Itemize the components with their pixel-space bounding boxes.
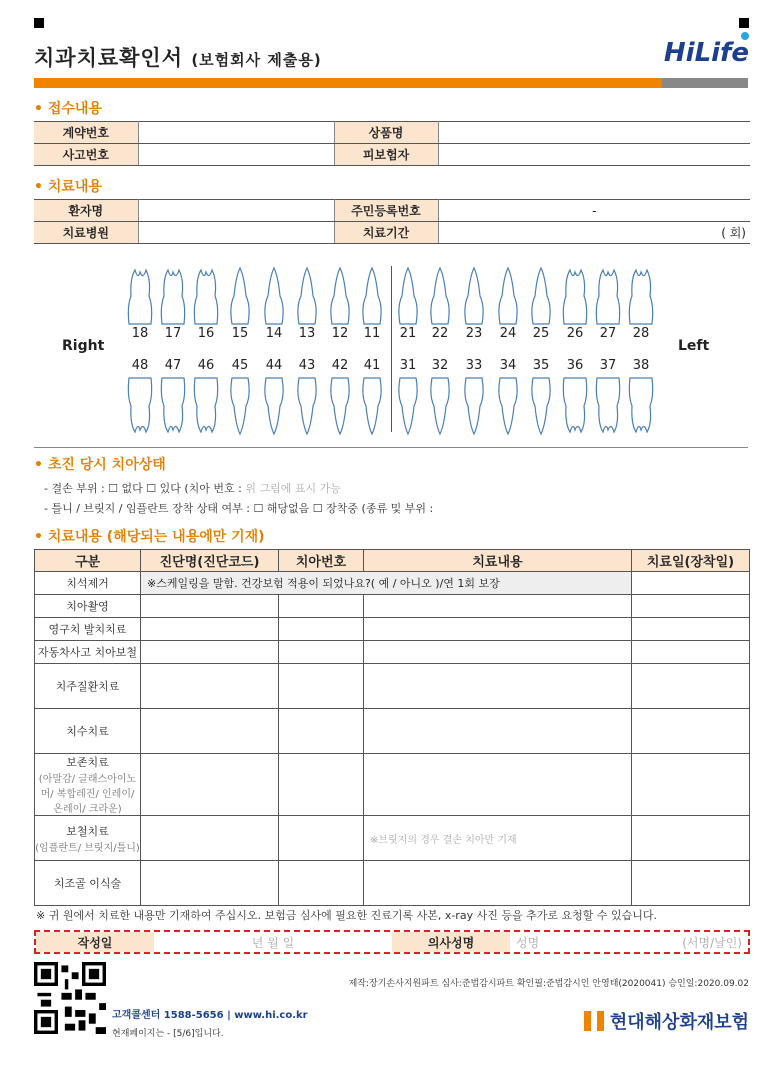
tooth-number: 31 xyxy=(399,358,417,373)
cell[interactable] xyxy=(141,641,279,664)
tooth-number: 35 xyxy=(532,358,550,373)
col-date: 치료일(장착일) xyxy=(632,550,750,572)
registration-mark xyxy=(34,18,44,28)
date-label: 작성일 xyxy=(36,932,154,952)
tooth-number: 32 xyxy=(431,358,449,373)
tooth-icon[interactable] xyxy=(627,266,655,326)
tooth-icon[interactable] xyxy=(326,266,354,326)
tooth-icon[interactable] xyxy=(293,376,321,436)
tooth-icon[interactable] xyxy=(460,376,488,436)
tooth-number: 14 xyxy=(265,326,283,341)
cell[interactable] xyxy=(141,709,279,754)
contract-no-label: 계약번호 xyxy=(34,122,138,144)
col-tooth-no: 치아번호 xyxy=(279,550,364,572)
header-bar xyxy=(34,78,748,88)
rrn-label: 주민등록번호 xyxy=(334,200,438,222)
cell[interactable] xyxy=(364,754,632,816)
cell[interactable] xyxy=(279,754,364,816)
tooth-icon[interactable] xyxy=(293,266,321,326)
cell[interactable] xyxy=(279,595,364,618)
cell[interactable] xyxy=(632,754,750,816)
tooth-icon[interactable] xyxy=(192,266,220,326)
accident-no-label: 사고번호 xyxy=(34,144,138,166)
col-category: 구분 xyxy=(35,550,141,572)
cell[interactable] xyxy=(632,709,750,754)
period-field[interactable]: ( 회) xyxy=(438,222,750,244)
patient-field[interactable] xyxy=(138,200,334,222)
patient-label: 환자명 xyxy=(34,200,138,222)
tooth-icon[interactable] xyxy=(394,376,422,436)
cell[interactable] xyxy=(279,861,364,906)
reception-heading: • 접수내용 xyxy=(34,98,102,118)
tooth-icon[interactable] xyxy=(494,376,522,436)
product-field[interactable] xyxy=(438,122,750,144)
tooth-icon[interactable] xyxy=(527,376,555,436)
tooth-icon[interactable] xyxy=(561,376,589,436)
page-title: 치과치료확인서 (보험회사 제출용) xyxy=(34,46,322,70)
midline xyxy=(391,266,392,432)
tooth-number: 38 xyxy=(632,358,650,373)
bridge-note[interactable]: ※브릿지의 경우 결손 치아만 기재 xyxy=(364,816,632,861)
tooth-number: 41 xyxy=(363,358,381,373)
cell[interactable] xyxy=(632,861,750,906)
treatment-info-heading: • 치료내용 xyxy=(34,176,102,196)
tooth-number: 42 xyxy=(331,358,349,373)
insured-label: 피보험자 xyxy=(334,144,438,166)
tooth-number: 43 xyxy=(298,358,316,373)
right-label: Right xyxy=(62,338,105,354)
row-label: 치아촬영 xyxy=(35,595,141,618)
tooth-number: 33 xyxy=(465,358,483,373)
tooth-icon[interactable] xyxy=(494,266,522,326)
cell[interactable] xyxy=(141,816,279,861)
scaling-note: ※스케일링을 말함. 건강보험 적용이 되었나요?( 예 / 아니오 )/연 1회 보장 xyxy=(141,572,632,595)
doctor-name-field[interactable]: 성명 xyxy=(516,935,540,950)
tooth-number: 22 xyxy=(431,326,449,341)
tooth-icon[interactable] xyxy=(394,266,422,326)
tooth-number: 27 xyxy=(599,326,617,341)
tooth-icon[interactable] xyxy=(260,266,288,326)
tooth-number: 18 xyxy=(131,326,149,341)
tooth-icon[interactable] xyxy=(226,266,254,326)
tooth-number: 44 xyxy=(265,358,283,373)
row-label: 자동차사고 치아보철 xyxy=(35,641,141,664)
tooth-icon[interactable] xyxy=(460,266,488,326)
cell[interactable] xyxy=(632,595,750,618)
hospital-field[interactable] xyxy=(138,222,334,244)
tooth-number: 36 xyxy=(566,358,584,373)
reception-table xyxy=(34,121,750,166)
seal-hint: (서명/날인) xyxy=(682,935,742,950)
cell[interactable] xyxy=(279,709,364,754)
prosthesis-line: - 틀니 / 브릿지 / 임플란트 장착 상태 여부 : ☐ 해당없음 ☐ 장착중 (종류 및 부위 : xyxy=(44,502,434,515)
doctor-label: 의사성명 xyxy=(392,932,510,952)
cell[interactable] xyxy=(279,641,364,664)
tooth-icon[interactable] xyxy=(527,266,555,326)
accident-no-field[interactable] xyxy=(138,144,334,166)
cell[interactable] xyxy=(279,618,364,641)
cell[interactable] xyxy=(364,861,632,906)
treatment-table xyxy=(34,549,750,906)
tooth-number: 24 xyxy=(499,326,517,341)
treatment-info-table xyxy=(34,199,750,244)
cell[interactable] xyxy=(141,618,279,641)
tooth-icon[interactable] xyxy=(358,376,386,436)
tooth-number: 37 xyxy=(599,358,617,373)
tooth-icon[interactable] xyxy=(326,376,354,436)
cell[interactable] xyxy=(141,754,279,816)
row-label: 치석제거 xyxy=(35,572,141,595)
cell[interactable] xyxy=(632,618,750,641)
row-label: 보철치료 (임플란트/ 브릿지/틀니) xyxy=(35,816,141,861)
left-label: Left xyxy=(678,338,710,354)
cell[interactable] xyxy=(364,709,632,754)
cell[interactable] xyxy=(279,816,364,861)
tooth-number: 15 xyxy=(231,326,249,341)
cell[interactable] xyxy=(364,595,632,618)
hyundai-h-icon xyxy=(584,1011,604,1031)
tooth-number: 25 xyxy=(532,326,550,341)
tooth-number: 23 xyxy=(465,326,483,341)
tooth-number: 11 xyxy=(363,326,381,341)
cell[interactable] xyxy=(364,664,632,709)
row-label: 치조골 이식술 xyxy=(35,861,141,906)
hospital-label: 치료병원 xyxy=(34,222,138,244)
cell[interactable] xyxy=(141,861,279,906)
cell[interactable] xyxy=(632,816,750,861)
tooth-number: 45 xyxy=(231,358,249,373)
contract-no-field[interactable] xyxy=(138,122,334,144)
tooth-number: 34 xyxy=(499,358,517,373)
tooth-number: 46 xyxy=(197,358,215,373)
rrn-field[interactable]: - xyxy=(438,200,750,222)
tooth-icon[interactable] xyxy=(226,376,254,436)
tooth-number: 48 xyxy=(131,358,149,373)
tooth-icon[interactable] xyxy=(126,376,154,436)
tooth-icon[interactable] xyxy=(627,376,655,436)
cell[interactable] xyxy=(141,664,279,709)
tooth-number: 28 xyxy=(632,326,650,341)
row-label: 치수치료 xyxy=(35,709,141,754)
registration-mark xyxy=(739,18,749,28)
company-logo: 현대해상화재보험 xyxy=(584,1008,749,1034)
call-center: 고객콜센터 1588-5656 | www.hi.co.kr xyxy=(112,1010,308,1021)
tooth-icon[interactable] xyxy=(594,376,622,436)
tooth-icon[interactable] xyxy=(159,266,187,326)
tooth-number: 21 xyxy=(399,326,417,341)
tooth-icon[interactable] xyxy=(192,376,220,436)
date-field[interactable]: 년 월 일 xyxy=(251,935,295,950)
production-info: 제작:장기손사지원파트 심사:준법감시파트 확인필:준법감시인 안영태(2020041) 승인일:2020.09.02 xyxy=(348,979,749,989)
note: ※ 귀 원에서 치료한 내용만 기재하여 주십시오. 보험금 심사에 필요한 진료기록 사본, x-ray 사진 등을 추가로 요청할 수 있습니다. xyxy=(36,909,657,922)
tooth-number: 12 xyxy=(331,326,349,341)
tooth-number: 26 xyxy=(566,326,584,341)
product-label: 상품명 xyxy=(334,122,438,144)
tooth-icon[interactable] xyxy=(126,266,154,326)
cell[interactable] xyxy=(279,664,364,709)
qr-code-icon xyxy=(34,962,106,1034)
page-indicator: 현재페이지는 - [5/6]입니다. xyxy=(112,1029,224,1039)
period-label: 치료기간 xyxy=(334,222,438,244)
tooth-icon[interactable] xyxy=(561,266,589,326)
tooth-chart xyxy=(34,258,748,448)
initial-state-heading: • 초진 당시 치아상태 xyxy=(34,454,166,474)
missing-teeth-line: - 결손 부위 : ☐ 없다 ☐ 있다 (치아 번호 : 위 그림에 표시 가능 xyxy=(44,482,341,495)
tooth-number: 47 xyxy=(164,358,182,373)
tooth-number: 16 xyxy=(197,326,215,341)
cell[interactable] xyxy=(141,595,279,618)
tooth-icon[interactable] xyxy=(594,266,622,326)
tooth-icon[interactable] xyxy=(426,376,454,436)
col-diagnosis: 진단명(진단코드) xyxy=(141,550,279,572)
cell[interactable] xyxy=(632,641,750,664)
treatment-table-heading: • 치료내용 (해당되는 내용에만 기재) xyxy=(34,526,265,546)
tooth-icon[interactable] xyxy=(426,266,454,326)
tooth-number: 13 xyxy=(298,326,316,341)
signature-row xyxy=(34,930,750,954)
tooth-icon[interactable] xyxy=(159,376,187,436)
cell[interactable] xyxy=(364,618,632,641)
cell[interactable] xyxy=(364,641,632,664)
tooth-icon[interactable] xyxy=(358,266,386,326)
row-label: 영구치 발치치료 xyxy=(35,618,141,641)
insured-field[interactable] xyxy=(438,144,750,166)
row-label: 치주질환치료 xyxy=(35,664,141,709)
tooth-icon[interactable] xyxy=(260,376,288,436)
tooth-number: 17 xyxy=(164,326,182,341)
cell-date[interactable] xyxy=(632,572,750,595)
cell[interactable] xyxy=(632,664,750,709)
row-label: 보존치료 (아말감/ 글래스아이노머/ 복합레진/ 인레이/ 온레이/ 크라운) xyxy=(35,754,141,816)
hilife-logo: HiLife xyxy=(663,38,749,68)
col-treatment: 치료내용 xyxy=(364,550,632,572)
